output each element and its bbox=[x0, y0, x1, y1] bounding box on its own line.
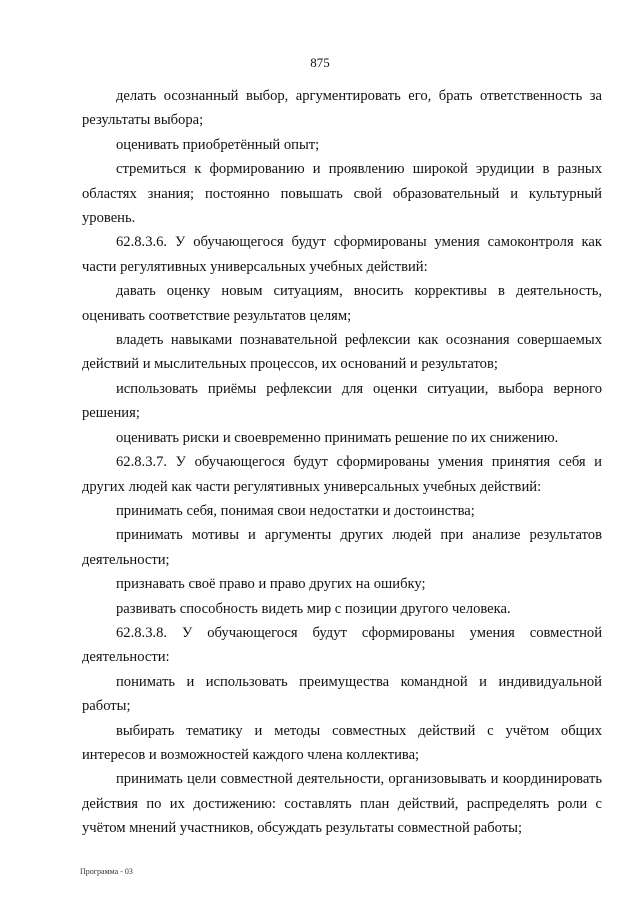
paragraph: владеть навыками познавательной рефлексии как осознания совершаемых действий и мыслительных процессов, их оснований и результатов; bbox=[82, 332, 602, 373]
page-number: 875 bbox=[310, 55, 330, 70]
paragraph: принимать мотивы и аргументы других людей при анализе результатов деятельности; bbox=[82, 527, 602, 568]
paragraph: понимать и использовать преимущества командной и индивидуальной работы; bbox=[82, 673, 602, 715]
section-heading-paragraph: 62.8.3.7. У обучающегося будут сформированы умения принятия себя и других людей как части регулятивных универсальных учебных действий: bbox=[82, 454, 602, 495]
paragraph: принимать цели совместной деятельности, организовывать и координировать действия по их достижению: составлять план действий, распределять роли с учётом мнений участников, обсуждать результаты совместной работы; bbox=[82, 771, 602, 837]
paragraph: оценивать риски и своевременно принимать решение по их снижению. bbox=[116, 429, 559, 446]
footer-note: Программа - 03 bbox=[80, 867, 133, 876]
paragraph: делать осознанный выбор, аргументировать его, брать ответственность за результаты выбора; bbox=[82, 88, 602, 129]
paragraph: выбирать тематику и методы совместных действий с учётом общих интересов и возможностей каждого члена коллектива; bbox=[82, 722, 602, 763]
section-heading-paragraph: 62.8.3.8. У обучающегося будут сформированы умения совместной деятельности: bbox=[82, 624, 602, 666]
paragraph: использовать приёмы рефлексии для оценки ситуации, выбора верного решения; bbox=[82, 380, 602, 422]
paragraph: принимать себя, понимая свои недостатки и достоинства; bbox=[116, 502, 475, 519]
paragraph: признавать своё право и право других на ошибку; bbox=[116, 576, 426, 593]
paragraph: развивать способность видеть мир с позиции другого человека. bbox=[116, 600, 511, 617]
paragraph: оценивать приобретённый опыт; bbox=[116, 136, 320, 153]
paragraph: давать оценку новым ситуациям, вносить коррективы в деятельность, оценивать соответствие результатов целям; bbox=[82, 283, 602, 324]
section-heading-paragraph: 62.8.3.6. У обучающегося будут сформированы умения самоконтроля как части регулятивных универсальных учебных действий: bbox=[82, 234, 602, 275]
paragraph: стремиться к формированию и проявлению широкой эрудиции в разных областях знания; постоянно повышать свой образовательный и культурный уровень. bbox=[82, 161, 602, 227]
document-body bbox=[82, 84, 602, 841]
